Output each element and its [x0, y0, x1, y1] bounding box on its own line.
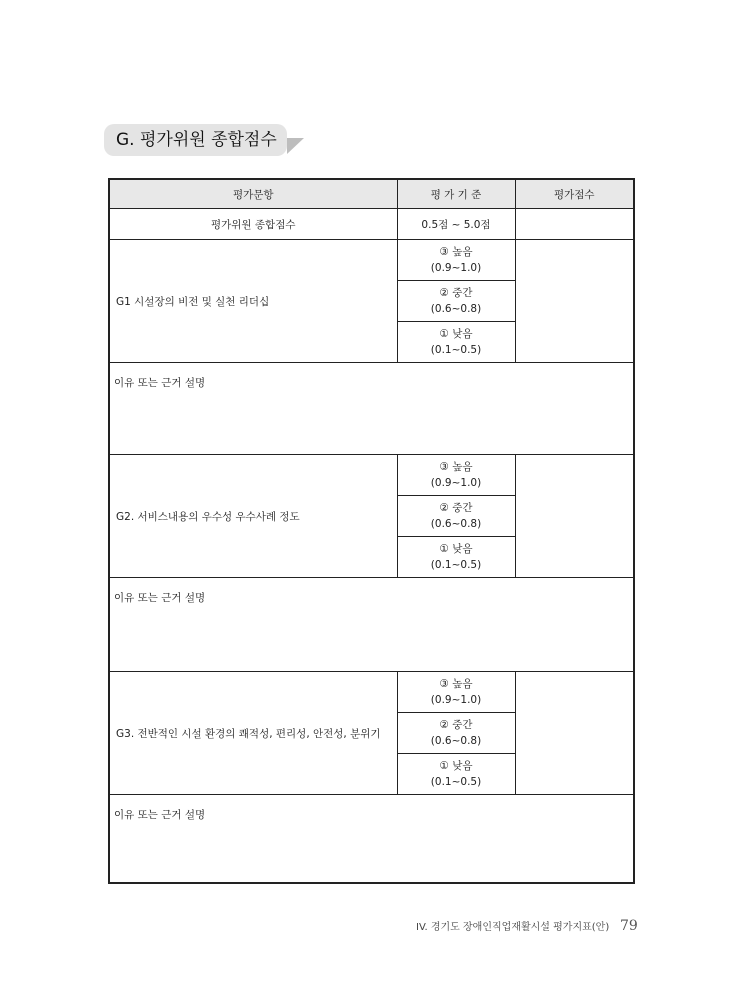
g2-reason-row [109, 578, 634, 672]
g3-level-mid: ② 중간 (0.6~0.8) [397, 713, 515, 754]
g2-level-high: ③ 높음 (0.9~1.0) [397, 455, 515, 496]
g2-level-mid: ② 중간 (0.6~0.8) [397, 496, 515, 537]
g2-item: G2. 서비스내용의 우수성 우수사례 정도 [109, 455, 397, 578]
g3-reason-row [109, 795, 634, 883]
table-header-row [109, 179, 634, 209]
table-row [109, 240, 634, 281]
table-row [109, 672, 634, 713]
g3-level-high: ③ 높음 (0.9~1.0) [397, 672, 515, 713]
g3-reason[interactable]: 이유 또는 근거 설명 [109, 795, 634, 883]
table-row [109, 455, 634, 496]
g2-level-low: ① 낮음 (0.1~0.5) [397, 537, 515, 578]
header-item: 평가문항 [109, 179, 397, 209]
summary-row [109, 209, 634, 240]
g1-reason-row [109, 363, 634, 455]
section-title: G. 평가위원 종합점수 [116, 130, 277, 150]
g3-score-cell[interactable] [515, 672, 634, 795]
page-number: 79 [620, 918, 638, 934]
g1-score-cell[interactable] [515, 240, 634, 363]
g1-level-high: ③ 높음 (0.9~1.0) [397, 240, 515, 281]
evaluation-table [108, 178, 635, 884]
g1-level-low: ① 낮음 (0.1~0.5) [397, 322, 515, 363]
summary-score-cell[interactable] [515, 209, 634, 240]
g1-level-mid: ② 중간 (0.6~0.8) [397, 281, 515, 322]
g3-level-low: ① 낮음 (0.1~0.5) [397, 754, 515, 795]
g3-item: G3. 전반적인 시설 환경의 쾌적성, 편리성, 안전성, 분위기 [109, 672, 397, 795]
g2-score-cell[interactable] [515, 455, 634, 578]
header-criterion: 평 가 기 준 [397, 179, 515, 209]
summary-item: 평가위원 종합점수 [109, 209, 397, 240]
g2-reason[interactable]: 이유 또는 근거 설명 [109, 578, 634, 672]
footer-text: IV. 경기도 장애인직업재활시설 평가지표(안) [416, 922, 610, 933]
g1-reason[interactable]: 이유 또는 근거 설명 [109, 363, 634, 455]
summary-criterion: 0.5점 ~ 5.0점 [397, 209, 515, 240]
g1-item: G1 시설장의 비전 및 실천 리더십 [109, 240, 397, 363]
header-score: 평가점수 [515, 179, 634, 209]
